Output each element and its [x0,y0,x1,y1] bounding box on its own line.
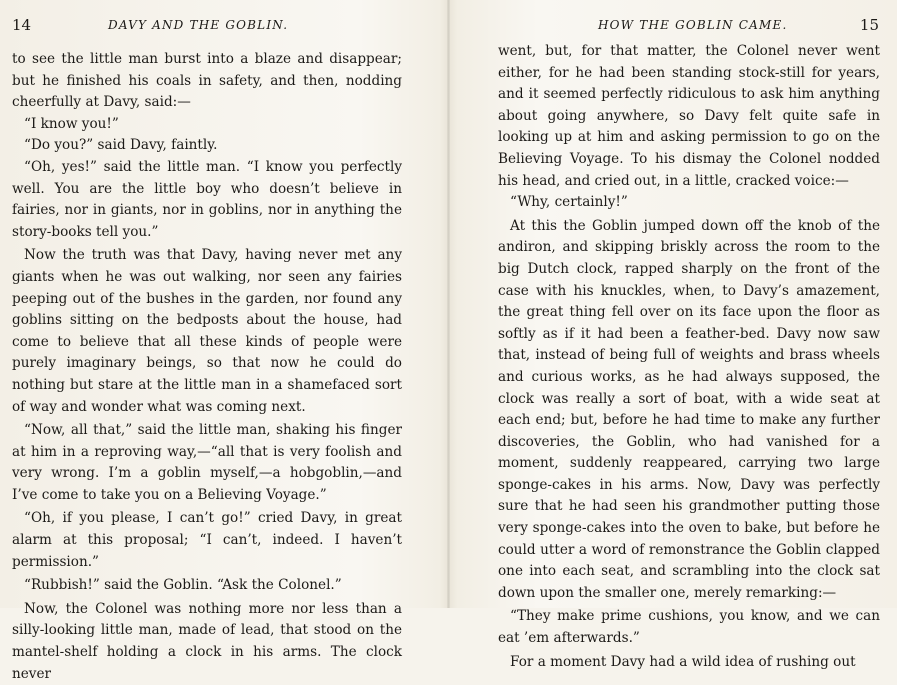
left-page-header [12,16,404,38]
paragraph: “They make prime cushions, you know, and we can eat ’em afterwards.” [498,608,880,647]
paragraph: “Why, certainly!” [510,194,628,211]
paragraph: “Oh, if you please, I can’t go!” cried Davy, in great alarm at this proposal; “I can’t, indeed. I haven’t permission.” [12,510,402,570]
paragraph: “Do you?” said Davy, faintly. [24,137,218,154]
right-page [450,0,897,670]
paragraph: to see the little man burst into a blaze and disappear; but he finished his coals in safety, and then, nodding cheerfully at Davy, said:— [12,51,402,111]
left-page [0,0,448,682]
paragraph: “Rubbish!” said the Goblin. “Ask the Colonel.” [24,577,342,594]
left-running-head: DAVY AND THE GOBLIN. [108,18,289,32]
paragraph: Now, the Colonel was nothing more nor less than a silly-looking little man, made of lead, that stood on the mantel-shelf holding a clock in his arms. The clock never [12,600,402,682]
right-page-number: 15 [859,16,879,34]
paragraph: “I know you!” [24,115,119,132]
paragraph: Now the truth was that Davy, having never met any giants when he was out walking, nor seen any fairies peeping out of the bushes in the garden, nor found any goblins sitting on the bedposts about the house, had come to believe that all these kinds of people were purely imaginary beings, so that now he could do nothing but stare at the little man in a shamefaced sort of way and wonder what was coming next. [12,247,402,415]
paragraph: At this the Goblin jumped down off the knob of the andiron, and skipping briskly across the room to the big Dutch clock, rapped sharply on the front of the case with his knuckles, when, to Davy’s amazement, the great thing fell over on its face upon the floor as softly as if it had been a feather-bed. Davy now saw that, instead of being full of weights and brass wheels and curious works, as he had always supposed, the clock was really a sort of boat, with a wide seat at each end; but, before he had time to make any further discoveries, the Goblin, who had vanished for a moment, suddenly reappeared, carrying two large sponge-cakes in his arms. Now, Davy was perfectly sure that he had seen his grandmother putting those very sponge-cakes into the oven to bake, but before he could utter a word of remonstrance the Goblin clapped one into each seat, and scrambling into the clock sat down upon the smaller one, merely remarking:— [498,217,880,601]
paragraph: For a moment Davy had a wild idea of rushing out [510,653,856,670]
right-running-head: HOW THE GOBLIN CAME. [598,18,788,32]
right-page-header [450,16,879,38]
left-page-body [12,49,402,685]
paragraph: “Oh, yes!” said the little man. “I know you perfectly well. You are the little boy who doesn’t believe in fairies, nor in giants, nor in goblins, nor in anything the story-books tell you.” [12,158,402,240]
right-page-body [498,41,880,673]
paragraph: went, but, for that matter, the Colonel never went either, for he had been standing stock-still for years, and it seemed perfectly ridiculous to ask him anything about going anywhere, so Davy felt quite safe in looking up at him and asking permission to go on the Believing Voyage. To his dismay the Colonel nodded his head, and cried out, in a little, cracked voice:— [498,43,880,189]
left-page-number: 14 [12,16,32,34]
paragraph: “Now, all that,” said the little man, shaking his finger at him in a reproving way,—“all that is very foolish and very wrong. I’m a goblin myself,—a hobgoblin,—and I’ve come to take you on a Believing Voyage.” [12,422,402,503]
